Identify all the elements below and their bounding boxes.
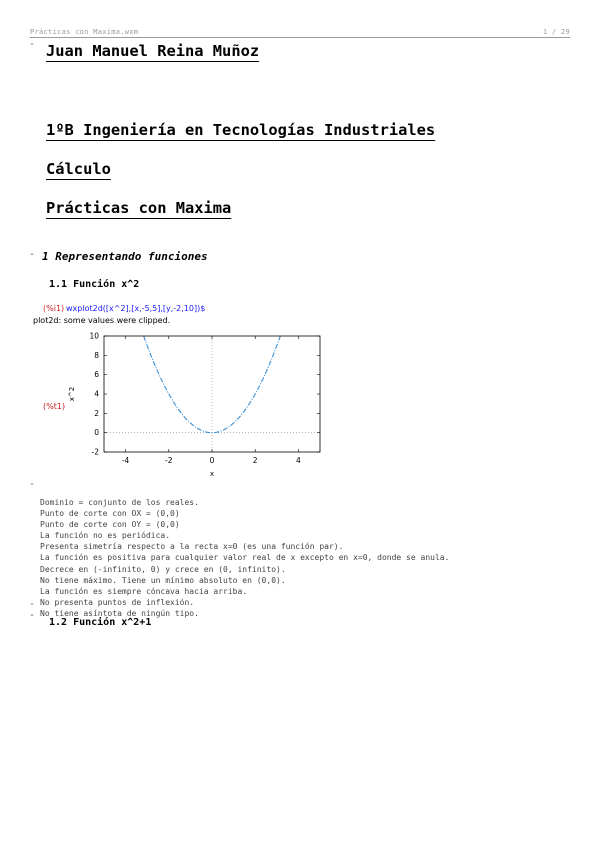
section-bracket-marker[interactable]: - — [29, 249, 36, 260]
y-tick-label: 0 — [94, 428, 99, 438]
plot-ticks — [89, 332, 320, 466]
note-line: Punto de corte con OY = (0,0) — [40, 520, 180, 530]
function-plot — [64, 328, 334, 490]
y-tick-label: -2 — [91, 447, 99, 457]
x-tick-label: 2 — [252, 456, 258, 465]
text-cell-end-marker[interactable]: - — [29, 599, 36, 610]
cell-bracket-marker[interactable]: - — [29, 39, 36, 50]
note-line: La función no es periódica. — [40, 531, 171, 541]
note-line: No tiene asíntota de ningún tipo. — [40, 608, 199, 618]
note-line: Decrece en (-infinito, 0) y crece en (0, infinito). — [40, 564, 286, 574]
note-line: Dominio = conjunto de los reales. — [40, 498, 199, 507]
output-prompt-label: (%t1) — [43, 402, 66, 411]
header-page-number: 1 / 29 — [542, 28, 570, 36]
plot-warning: plot2d: some values were clipped. — [33, 316, 171, 325]
y-tick-label: 10 — [89, 331, 99, 341]
y-tick-label: 6 — [94, 370, 99, 380]
y-tick-label: 8 — [94, 350, 99, 360]
subsection-heading-1: 1.1 Función x^2 — [49, 279, 140, 290]
x-tick-label: -2 — [165, 456, 173, 465]
y-tick-label: 4 — [94, 389, 99, 399]
input-command[interactable]: wxplot2d([x^2],[x,-5,5],[y,-2,10])$ — [66, 304, 206, 313]
analysis-notes — [40, 497, 449, 619]
note-line: No tiene máximo. Tiene un mínimo absoluto en (0,0). — [40, 575, 286, 585]
subsection-bracket-marker[interactable]: - — [29, 610, 36, 621]
subsection-heading-2: 1.2 Función x^2+1 — [49, 617, 152, 628]
x-tick-label: -4 — [121, 456, 130, 465]
section-heading: 1 Representando funciones — [42, 250, 208, 263]
header-divider — [30, 37, 570, 38]
author-title: Juan Manuel Reina Muñoz — [46, 42, 260, 60]
text-cell-marker[interactable]: - — [29, 479, 36, 490]
note-line: No presenta puntos de inflexión. — [40, 597, 195, 607]
note-line: Presenta simetría respecto a la recta x=0 (es una función par). — [40, 542, 344, 552]
subject-title: Cálculo — [46, 160, 111, 178]
course-title: 1ºB Ingeniería en Tecnologías Industriales — [46, 121, 436, 139]
input-prompt-label: (%i1) — [43, 304, 65, 313]
plot-zero-lines — [104, 336, 320, 452]
topic-title: Prácticas con Maxima — [46, 199, 232, 217]
plot-y-label: x^2 — [68, 386, 76, 402]
note-line: La función es siempre cóncava hacia arriba. — [40, 586, 248, 596]
x-tick-label: 0 — [209, 456, 215, 465]
note-line: La función es positiva para cualquier valor real de x excepto en x=0, donde se anula. — [40, 553, 450, 563]
plot-x-label: x — [209, 470, 215, 478]
header-filename: Prácticas con Maxima.wxm — [30, 28, 139, 36]
note-line: Punto de corte con OX = (0,0) — [40, 509, 180, 519]
x-tick-label: 4 — [296, 456, 301, 465]
y-tick-label: 2 — [94, 408, 99, 418]
